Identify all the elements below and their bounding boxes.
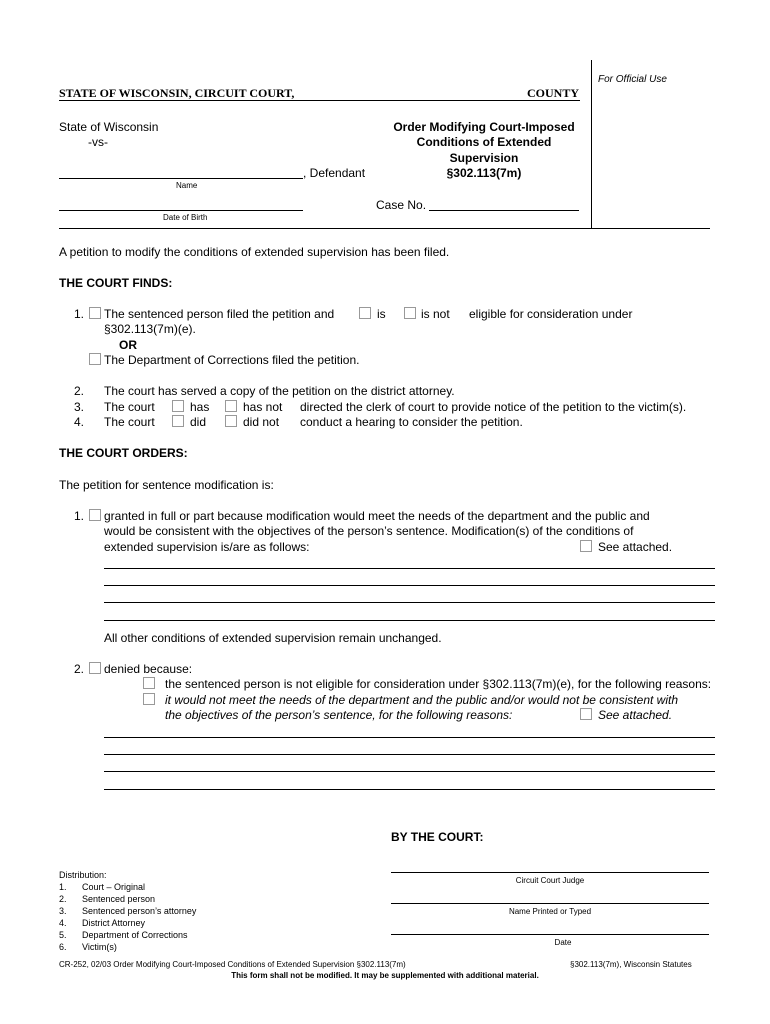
judge-label: Circuit Court Judge (515, 876, 585, 885)
denied-see-attached-label: See attached. (598, 708, 673, 722)
plaintiff-name: State of Wisconsin (59, 120, 159, 134)
not-eligible-text: the sentenced person is not eligible for consideration under §302.113(7m)(e), for the following reasons: (165, 677, 712, 691)
not-meet-needs-line2: the objectives of the person’s sentence, for the following reasons: (165, 708, 513, 722)
finding-4-number: 4. (74, 415, 85, 429)
date-line[interactable] (391, 934, 709, 935)
distribution-item: Court – Original (82, 882, 146, 892)
defendant-label: , Defendant (303, 166, 366, 180)
distribution-heading: Distribution: (59, 870, 107, 880)
denied-see-attached-checkbox[interactable] (580, 708, 592, 720)
distribution-item: Victim(s) (82, 942, 117, 952)
denied-text: denied because: (104, 662, 193, 676)
doc-filed-checkbox[interactable] (89, 353, 101, 365)
finding-1-tail: eligible for consideration under (469, 307, 633, 321)
not-meet-needs-line1: it would not meet the needs of the department and the public and/or would not be consistent with (165, 693, 678, 707)
caption-bottom-rule (59, 228, 710, 229)
hearing-did-not-checkbox[interactable] (225, 415, 237, 427)
form-title-line2: Conditions of Extended (416, 135, 552, 149)
statute-reference: §302.113(7m), Wisconsin Statutes (570, 960, 692, 969)
hearing-did-label: did (190, 415, 207, 429)
finding-1-statute: §302.113(7m)(e). (104, 322, 196, 336)
form-notice: This form shall not be modified. It may be supplemented with additional material. (231, 971, 539, 980)
court-heading: STATE OF WISCONSIN, CIRCUIT COURT, (59, 86, 295, 100)
denied-checkbox[interactable] (89, 662, 101, 674)
or-label: OR (119, 338, 137, 352)
finding-4-lead: The court (104, 415, 155, 429)
distribution-item-num: 1. (59, 882, 67, 892)
distribution-item-num: 5. (59, 930, 67, 940)
form-title-line1: Order Modifying Court-Imposed (393, 120, 575, 134)
not-meet-needs-checkbox[interactable] (143, 693, 155, 705)
modification-line-1[interactable] (104, 568, 715, 569)
finding-3-number: 3. (74, 400, 85, 414)
versus-label: -vs- (88, 135, 108, 149)
judge-signature-line[interactable] (391, 872, 709, 873)
eligible-is-not-checkbox[interactable] (404, 307, 416, 319)
reason-line-4[interactable] (104, 789, 715, 790)
reason-line-1[interactable] (104, 737, 715, 738)
eligible-is-label: is (377, 307, 386, 321)
orders-intro: The petition for sentence modification is: (59, 478, 274, 492)
modification-line-4[interactable] (104, 620, 715, 621)
date-of-birth-field[interactable] (59, 210, 303, 211)
case-no-field[interactable] (429, 210, 579, 211)
distribution-item: Department of Corrections (82, 930, 188, 940)
finding-1-number: 1. (74, 307, 85, 321)
form-id: CR-252, 02/03 Order Modifying Court-Imposed Conditions of Extended Supervision §302.113(7m) (59, 960, 406, 969)
eligible-is-not-label: is not (421, 307, 450, 321)
finding-1-checkbox[interactable] (89, 307, 101, 319)
granted-text-line3: extended supervision is/are as follows: (104, 540, 310, 554)
hearing-did-not-label: did not (243, 415, 280, 429)
modification-line-2[interactable] (104, 585, 715, 586)
distribution-item-num: 6. (59, 942, 67, 952)
court-orders-heading: THE COURT ORDERS: (59, 446, 188, 460)
finding-2-number: 2. (74, 384, 85, 398)
petition-intro: A petition to modify the conditions of extended supervision has been filed. (59, 245, 450, 259)
court-heading-underline (59, 100, 580, 101)
notice-has-checkbox[interactable] (172, 400, 184, 412)
notice-has-not-checkbox[interactable] (225, 400, 237, 412)
court-finds-heading: THE COURT FINDS: (59, 276, 173, 290)
distribution-item: Sentenced person’s attorney (82, 906, 197, 916)
by-the-court-label: BY THE COURT: (391, 830, 484, 844)
name-label: Name (176, 181, 198, 190)
reason-line-2[interactable] (104, 754, 715, 755)
distribution-item-num: 3. (59, 906, 67, 916)
granted-see-attached-checkbox[interactable] (580, 540, 592, 552)
distribution-item-num: 4. (59, 918, 67, 928)
not-eligible-checkbox[interactable] (143, 677, 155, 689)
eligible-is-checkbox[interactable] (359, 307, 371, 319)
granted-text-line2: would be consistent with the objectives of the person’s sentence. Modification(s) of the conditions of (104, 524, 634, 538)
finding-3-lead: The court (104, 400, 155, 414)
judge-name-label: Name Printed or Typed (508, 907, 592, 916)
finding-4-tail: conduct a hearing to consider the petition. (300, 415, 523, 429)
date-label: Date (554, 938, 572, 947)
modification-line-3[interactable] (104, 602, 715, 603)
notice-has-not-label: has not (243, 400, 283, 414)
reason-line-3[interactable] (104, 771, 715, 772)
finding-1-text: The sentenced person filed the petition and (104, 307, 335, 321)
finding-3-tail: directed the clerk of court to provide notice of the petition to the victim(s). (300, 400, 687, 414)
granted-see-attached-label: See attached. (598, 540, 673, 554)
finding-2-text: The court has served a copy of the petition on the district attorney. (104, 384, 455, 398)
order-1-number: 1. (74, 509, 85, 523)
doc-filed-text: The Department of Corrections filed the petition. (104, 353, 360, 367)
granted-text-line1: granted in full or part because modification would meet the needs of the department and the public and (104, 509, 650, 523)
judge-name-line[interactable] (391, 903, 709, 904)
date-of-birth-label: Date of Birth (163, 213, 208, 222)
order-2-number: 2. (74, 662, 85, 676)
distribution-item: District Attorney (82, 918, 146, 928)
official-use-label: For Official Use (598, 74, 667, 85)
hearing-did-checkbox[interactable] (172, 415, 184, 427)
form-statute: §302.113(7m) (446, 166, 522, 180)
distribution-item-num: 2. (59, 894, 67, 904)
defendant-name-field[interactable] (59, 178, 303, 179)
county-label: COUNTY (527, 86, 580, 100)
case-no-label: Case No. (376, 198, 427, 212)
form-title-line3: Supervision (449, 151, 519, 165)
granted-checkbox[interactable] (89, 509, 101, 521)
unchanged-text: All other conditions of extended supervision remain unchanged. (104, 631, 442, 645)
notice-has-label: has (190, 400, 210, 414)
distribution-item: Sentenced person (82, 894, 156, 904)
